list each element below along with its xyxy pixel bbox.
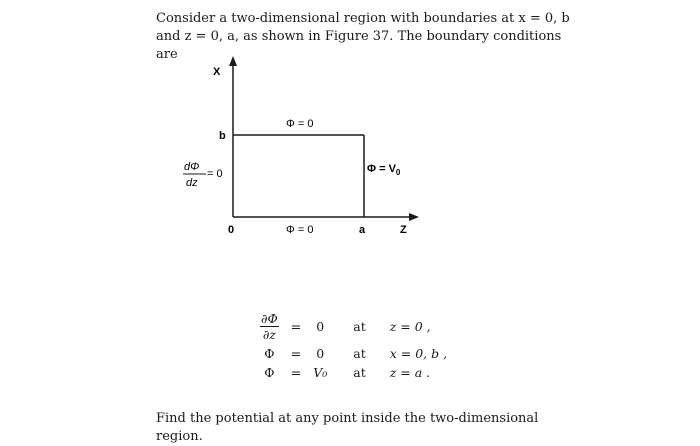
left-condition-equals: = 0 — [207, 168, 223, 180]
closing-paragraph: Find the potential at any point inside the two-dimensional region. — [156, 411, 539, 444]
left-condition-denominator: dz — [186, 177, 198, 189]
condition-row: Φ = V₀ at z = a . — [264, 365, 431, 380]
top-condition-label: Φ = 0 — [286, 118, 314, 130]
b-label: b — [219, 130, 226, 142]
left-condition-numerator: dΦ — [184, 161, 200, 173]
condition-row: Φ = 0 at x = 0, b , — [264, 346, 448, 361]
x-axis-label: X — [213, 66, 221, 78]
partial-derivative: $\frac{\partial\Phi}{\partial z}$ — [261, 311, 278, 342]
condition-row: $\frac{\partial\Phi}{\partial z}$ = 0 at z = 0 , — [261, 311, 431, 342]
x-axis-arrow-icon — [229, 56, 237, 66]
right-condition-label: $\Phi = V_0$ — [367, 163, 401, 177]
bottom-condition-label: Φ = 0 — [286, 224, 314, 236]
z-axis-label: Z — [400, 224, 407, 236]
z-axis-arrow-icon — [409, 213, 419, 221]
boundary-conditions — [258, 308, 459, 383]
origin-label: 0 — [228, 224, 235, 236]
a-label: a — [359, 224, 366, 236]
intro-paragraph: Consider a two-dimensional region with boundaries at x = 0, b and z = 0, a, as shown in Figure 37. The boundary conditions are — [156, 11, 570, 62]
